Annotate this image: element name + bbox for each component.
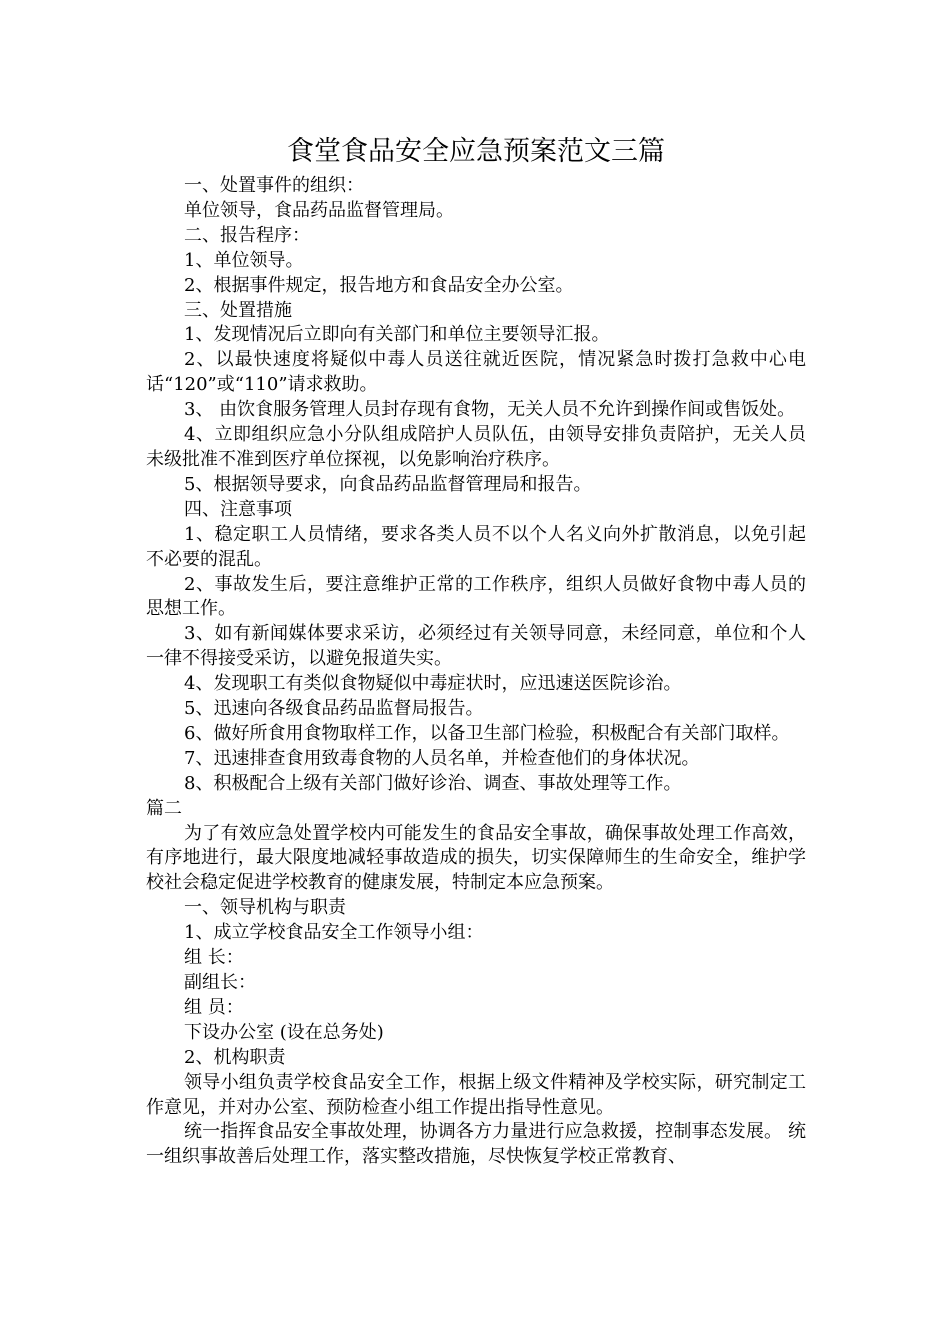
paragraph: 8、积极配合上级有关部门做好诊治、调查、事故处理等工作。	[184, 772, 682, 794]
paragraph: 副组长：	[184, 972, 256, 993]
paragraph: 统一指挥食品安全事故处理，协调各方力量进行应急救援，控制事态发展。 统一组织事故善后处理工作，落实整改措施，尽快恢复学校正常教育、	[146, 1121, 806, 1168]
paragraph: 组 员：	[184, 996, 244, 1018]
paragraph: 5、迅速向各级食品药品监督局报告。	[184, 698, 484, 720]
paragraph: 1、成立学校食品安全工作领导小组：	[184, 922, 484, 944]
paragraph: 1、稳定职工人员情绪，要求各类人员不以个人名义向外扩散消息，以免引起不必要的混乱。	[146, 523, 806, 570]
paragraph: 6、做好所食用食物取样工作，以备卫生部门检验，积极配合有关部门取样。	[184, 722, 790, 744]
paragraph: 3、如有新闻媒体要求采访，必须经过有关领导同意，未经同意，单位和个人一律不得接受采访，以避免报道失实。	[146, 623, 806, 670]
paragraph: 2、机构职责	[184, 1046, 286, 1068]
document-body	[146, 174, 806, 1170]
paragraph: 2、根据事件规定，报告地方和食品安全办公室。	[184, 274, 574, 296]
paragraph: 组 长：	[184, 947, 244, 969]
paragraph: 为了有效应急处置学校内可能发生的食品安全事故，确保事故处理工作高效，有序地进行，最大限度地减轻事故造成的损失，切实保障师生的生命安全，维护学校社会稳定促进学校教育的健康发展，特制定本应急预案。	[146, 822, 806, 894]
paragraph: 一、处置事件的组织：	[184, 175, 364, 196]
paragraph: 1、单位领导。	[184, 249, 304, 271]
paragraph: 3、 由饮食服务管理人员封存现有食物，无关人员不允许到操作间或售饭处。	[184, 399, 796, 421]
paragraph: 5、根据领导要求，向食品药品监督管理局和报告。	[184, 473, 592, 495]
paragraph: 二、报告程序：	[184, 224, 310, 246]
paragraph: 四、注意事项	[184, 498, 292, 520]
paragraph: 2、事故发生后，要注意维护正常的工作秩序，组织人员做好食物中毒人员的思想工作。	[146, 573, 806, 620]
paragraph: 2、以最快速度将疑似中毒人员送往就近医院，情况紧急时拨打急救中心电话“120”或“110”请求救助。	[146, 349, 806, 396]
document-title: 食堂食品安全应急预案范文三篇	[287, 136, 665, 167]
paragraph: 下设办公室 (设在总务处)	[184, 1021, 384, 1043]
paragraph: 三、处置措施	[184, 299, 292, 321]
paragraph: 4、立即组织应急小分队组成陪护人员队伍，由领导安排负责陪护，无关人员未级批准不准到医疗单位探视，以免影响治疗秩序。	[146, 424, 806, 470]
paragraph: 单位领导，食品药品监督管理局。	[184, 199, 454, 221]
paragraph: 领导小组负责学校食品安全工作，根据上级文件精神及学校实际，研究制定工作意见，并对办公室、预防检查小组工作提出指导性意见。	[146, 1071, 806, 1118]
paragraph: 一、领导机构与职责	[184, 897, 346, 919]
paragraph: 7、迅速排查食用致毒食物的人员名单，并检查他们的身体状况。	[184, 747, 700, 769]
paragraph: 1、发现情况后立即向有关部门和单位主要领导汇报。	[184, 324, 610, 346]
paragraph: 4、发现职工有类似食物疑似中毒症状时，应迅速送医院诊治。	[184, 673, 682, 695]
document-page	[146, 130, 806, 1170]
paragraph: 篇二	[146, 797, 182, 819]
